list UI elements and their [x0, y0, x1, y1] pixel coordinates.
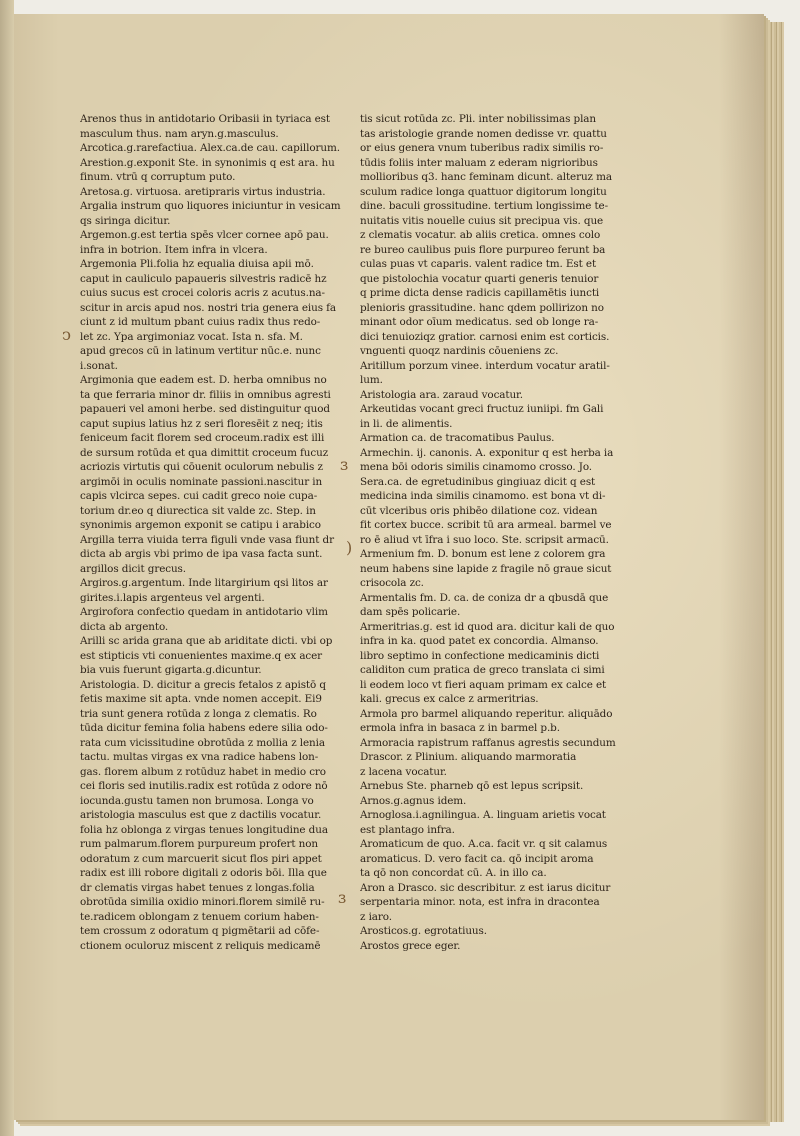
text-line: tis sicut rotūda zc. Pli. inter nobilissimas plan [360, 113, 596, 125]
text-line: Arilli sc arida grana que ab ariditate dicti. vbi op [80, 635, 333, 647]
text-line: aromaticus. D. vero facit ca. qō incipit aroma [360, 852, 594, 865]
text-line: tactu. multas virgas ex vna radice habens lon- [80, 751, 319, 763]
text-line: Arcotica.g.rarefactiua. Alex.ca.de cau. capillorum. [80, 142, 340, 154]
text-line: apud grecos cū in latinum vertitur nūc.e. nunc [80, 345, 321, 357]
text-line: let zc. Ypa argimoniaz vocat. Ista n. sfa. M. [80, 330, 303, 343]
text-line: Armenium fm. D. bonum est lene z colorem gra [360, 548, 606, 560]
text-line: odoratum z cum marcuerit sicut flos piri appet [80, 852, 322, 865]
text-line: Argemonia Pli.folia hz equalia diuisa apii mō. [80, 258, 314, 270]
text-line: Argiros.g.argentum. Inde litargirium qsi litos ar [80, 577, 328, 589]
text-line: crisocola zc. [360, 577, 424, 589]
text-line: papaueri vel amoni herbe. sed distinguitur quod [80, 403, 330, 415]
text-line: Drascor. z Plinium. aliquando marmoratia [360, 751, 577, 763]
text-line: obrotūda similia oxidio minori.florem similē ru- [80, 896, 325, 908]
text-line: scitur in arcis apud nos. nostri tria genera eius fa [80, 301, 337, 314]
text-line: medicina inda similis cinamomo. est bona vt di- [360, 490, 606, 502]
text-line: vnguenti quoqz nardinis cōueniens zc. [360, 345, 559, 357]
text-line: torium dr.eo q diurectica sit valde zc. Step. in [80, 504, 316, 517]
text-line: ermola infra in basaca z in barmel p.b. [360, 722, 560, 734]
text-line: radix est illi robore digitali z odoris bōi. Illa que [80, 867, 327, 879]
text-line: fit cortex bucce. scribit tū ara armeal. barmel ve [360, 519, 612, 531]
marginal-pen-mark: ɜ [338, 888, 347, 907]
text-line: kali. grecus ex calce z armeritrias. [360, 693, 539, 705]
text-line: Sera.ca. de egretudinibus gingiuaz dicit q est [360, 475, 596, 488]
text-line: qs siringa dicitur. [80, 214, 171, 227]
text-line: i.sonat. [80, 359, 118, 372]
text-line: li eodem loco vt fieri aquam primam ex calce et [360, 678, 607, 691]
text-line: z iaro. [360, 910, 392, 923]
text-line: sculum radice longa quattuor digitorum longitu [360, 185, 607, 198]
text-line: iocunda.gustu tamen non brumosa. Longa vo [80, 794, 314, 807]
text-line: neum habens sine lapide z fragile nō graue sicut [360, 562, 612, 575]
text-line: culas puas vt caparis. valent radice tm. Est et [360, 258, 597, 270]
right-text-column [360, 112, 628, 953]
text-line: Arostos grece eger. [360, 939, 461, 952]
text-line: est plantago infra. [360, 823, 455, 836]
text-line: tria sunt genera rotūda z longa z clematis. Ro [80, 707, 317, 720]
text-line: Armentalis fm. D. ca. de coniza dr a qbusdā que [360, 591, 609, 604]
text-line: ta que ferraria minor dr. filiis in omnibus agresti [80, 388, 331, 401]
text-line: capis vlcirca sepes. cui cadit greco noie cupa- [80, 490, 318, 502]
text-line: cuius sucus est crocei coloris acris z acutus.na- [80, 287, 325, 299]
text-line: mena bōi odoris similis cinamomo crosso. Jo. [360, 461, 593, 473]
text-line: lum. [360, 374, 383, 386]
text-line: Aretosa.g. virtuosa. aretipraris virtus industria. [80, 185, 326, 198]
text-line: Argemon.g.est tertia spēs vlcer cornee apō pau. [80, 229, 329, 241]
text-line: q prime dicta dense radicis capillamētis iuncti [360, 287, 600, 299]
text-line: z lacena vocatur. [360, 765, 447, 778]
text-line: Armechin. ij. canonis. A. exponitur q est herba ia [360, 446, 614, 459]
text-line: caput in cauliculo papaueris silvestris radicē hz [80, 272, 327, 285]
text-line: Arnebus Ste. pharneb qō est lepus scripsit. [360, 780, 584, 792]
text-line: gas. florem album z rotūduz habet in medio cro [80, 765, 326, 778]
text-line: z clematis vocatur. ab aliis cretica. omnes colo [360, 229, 601, 241]
text-line: fetis maxime sit apta. vnde nomen accepit. Ei9 [80, 693, 322, 705]
text-line: acriozis virtutis qui cōuenit oculorum nebulis z [80, 461, 323, 473]
text-line: Armeritrias.g. est id quod ara. dicitur kali de quo [360, 620, 615, 633]
text-line: dici tenuioziqz gratior. carnosi enim est corticis. [360, 330, 610, 343]
text-line: Armation ca. de tracomatibus Paulus. [360, 432, 555, 444]
text-line: tas aristologie grande nomen dedisse vr. quattu [360, 127, 607, 140]
text-line: dr clematis virgas habet tenues z longas.folia [80, 881, 315, 894]
text-line: tūdis foliis inter maluam z ederam nigrioribus [360, 156, 598, 169]
text-line: ro ē aliud vt īfra i suo loco. Ste. scripsit armacū. [360, 533, 609, 546]
text-line: caput supius latius hz z seri floresēit z neq; itis [80, 417, 323, 430]
text-line: dine. baculi grossitudine. tertium longissime te- [360, 200, 608, 212]
text-line: finum. vtrū q corruptum puto. [80, 171, 236, 183]
text-line: infra in ka. quod patet ex concordia. Almanso. [360, 635, 599, 647]
text-line: caliditon cum pratica de greco translata ci simi [360, 664, 605, 676]
text-line: girites.i.lapis argenteus vel argenti. [80, 591, 265, 604]
left-text-column [80, 112, 352, 953]
text-line: dam spēs policarie. [360, 606, 461, 618]
text-line: nuitatis vitis nouelle cuius sit precipua vis. que [360, 214, 604, 227]
text-line: Arnoglosa.i.agnilingua. A. linguam arietis vocat [360, 809, 606, 821]
text-line: Arosticos.g. egrotatiuus. [360, 925, 487, 937]
text-line: Aristologia ara. zaraud vocatur. [360, 388, 523, 401]
text-line: aristologia masculus est que z dactilis vocatur. [80, 809, 322, 821]
marginal-pen-mark: ɜ [340, 455, 349, 474]
text-line: Aron a Drasco. sic describitur. z est iarus dicitur [360, 881, 611, 894]
text-line: bia vuis fuerunt gigarta.g.dicuntur. [80, 664, 262, 676]
text-line: Aristologia. D. dicitur a grecis fetalos z apistō q [80, 678, 326, 691]
text-line: Argimonia que eadem est. D. herba omnibus no [80, 374, 327, 386]
text-line: feniceum facit florem sed croceum.radix est illi [80, 432, 325, 444]
text-line: mollioribus q3. hanc feminam dicunt. alteruz ma [360, 171, 612, 183]
text-line: argimōi in oculis nominate passioni.nascitur in [80, 475, 323, 488]
text-line: est stipticis vti conuenientes maxime.q ex acer [80, 649, 323, 662]
text-line: ctionem oculoruz miscent z reliquis medicamē [80, 939, 321, 952]
text-line: Aromaticum de quo. A.ca. facit vr. q sit calamus [360, 838, 608, 850]
text-line: serpentaria minor. nota, est infra in dracontea [360, 896, 600, 908]
text-line: masculum thus. nam aryn.g.masculus. [80, 127, 279, 140]
text-line: Arestion.g.exponit Ste. in synonimis q est ara. hu [80, 156, 335, 169]
text-line: Arnos.g.agnus idem. [360, 794, 467, 807]
text-line: dicta ab argis vbi primo de ipa vasa facta sunt. [80, 548, 323, 560]
text-line: re bureo caulibus puis flore purpureo ferunt ba [360, 243, 606, 256]
text-line: tem crossum z odoratum q pigmētarii ad cōfe- [80, 925, 320, 937]
page-stack-right [764, 22, 784, 1122]
text-line: ta qō non concordat cū. A. in illo ca. [360, 867, 547, 879]
text-line: in li. de alimentis. [360, 417, 453, 430]
text-line: synonimis argemon exponit se catipu i arabico [80, 519, 321, 531]
text-line: rata cum vicissitudine obrotūda z mollia z lenia [80, 736, 325, 749]
text-line: de sursum rotūda et qua dimittit croceum fucuz [80, 446, 329, 459]
text-line: or eius genera vnum tuberibus radix similis ro- [360, 142, 604, 154]
text-line: plenioris grassitudine. hanc qdem pollirizon no [360, 301, 604, 314]
text-line: rum palmarum.florem purpureum profert non [80, 838, 319, 850]
text-line: argillos dicit grecus. [80, 562, 186, 575]
text-line: te.radicem oblongam z tenuem corium haben- [80, 910, 319, 923]
text-line: minant odor oīum medicatus. sed ob longe ra- [360, 316, 599, 328]
text-line: ciunt z id multum pbant cuius radix thus redo- [80, 316, 321, 328]
text-line: Aritillum porzum vinee. interdum vocatur aratil- [360, 359, 610, 372]
text-line: Arkeutidas vocant greci fructuz iuniipi. fm Gali [360, 403, 604, 415]
text-line: Arenos thus in antidotario Oribasii in tyriaca est [80, 113, 330, 125]
text-line: libro septimo in confectione medicaminis dicti [360, 649, 600, 662]
text-line: Armoracia rapistrum raffanus agrestis secundum [360, 736, 616, 749]
text-line: Armola pro barmel aliquando reperitur. aliquādo [360, 707, 613, 720]
text-line: dicta ab argento. [80, 620, 169, 633]
text-line: infra in botrion. Item infra in vlcera. [80, 243, 268, 256]
marginal-pen-mark: ↄ [62, 325, 71, 344]
text-line: Argilla terra viuida terra figuli vnde vasa fiunt dr [80, 533, 334, 546]
text-line: cei floris sed inutilis.radix est rotūda z odore nō [80, 780, 328, 792]
text-line: que pistolochia vocatur quarti generis tenuior [360, 272, 599, 285]
text-line: folia hz oblonga z virgas tenues longitudine dua [80, 823, 328, 836]
text-line: cūt vlceribus oris phibēo dilatione coz. videan [360, 504, 598, 517]
text-line: Argalia instrum quo liquores iniciuntur in vesicam [80, 200, 341, 212]
text-line: Argirofora confectio quedam in antidotario vlim [80, 606, 328, 618]
page-edge-left [0, 0, 14, 1136]
text-line: tūda dicitur femina folia habens edere silia odo- [80, 722, 328, 734]
marginal-pen-mark: ) [346, 538, 353, 557]
